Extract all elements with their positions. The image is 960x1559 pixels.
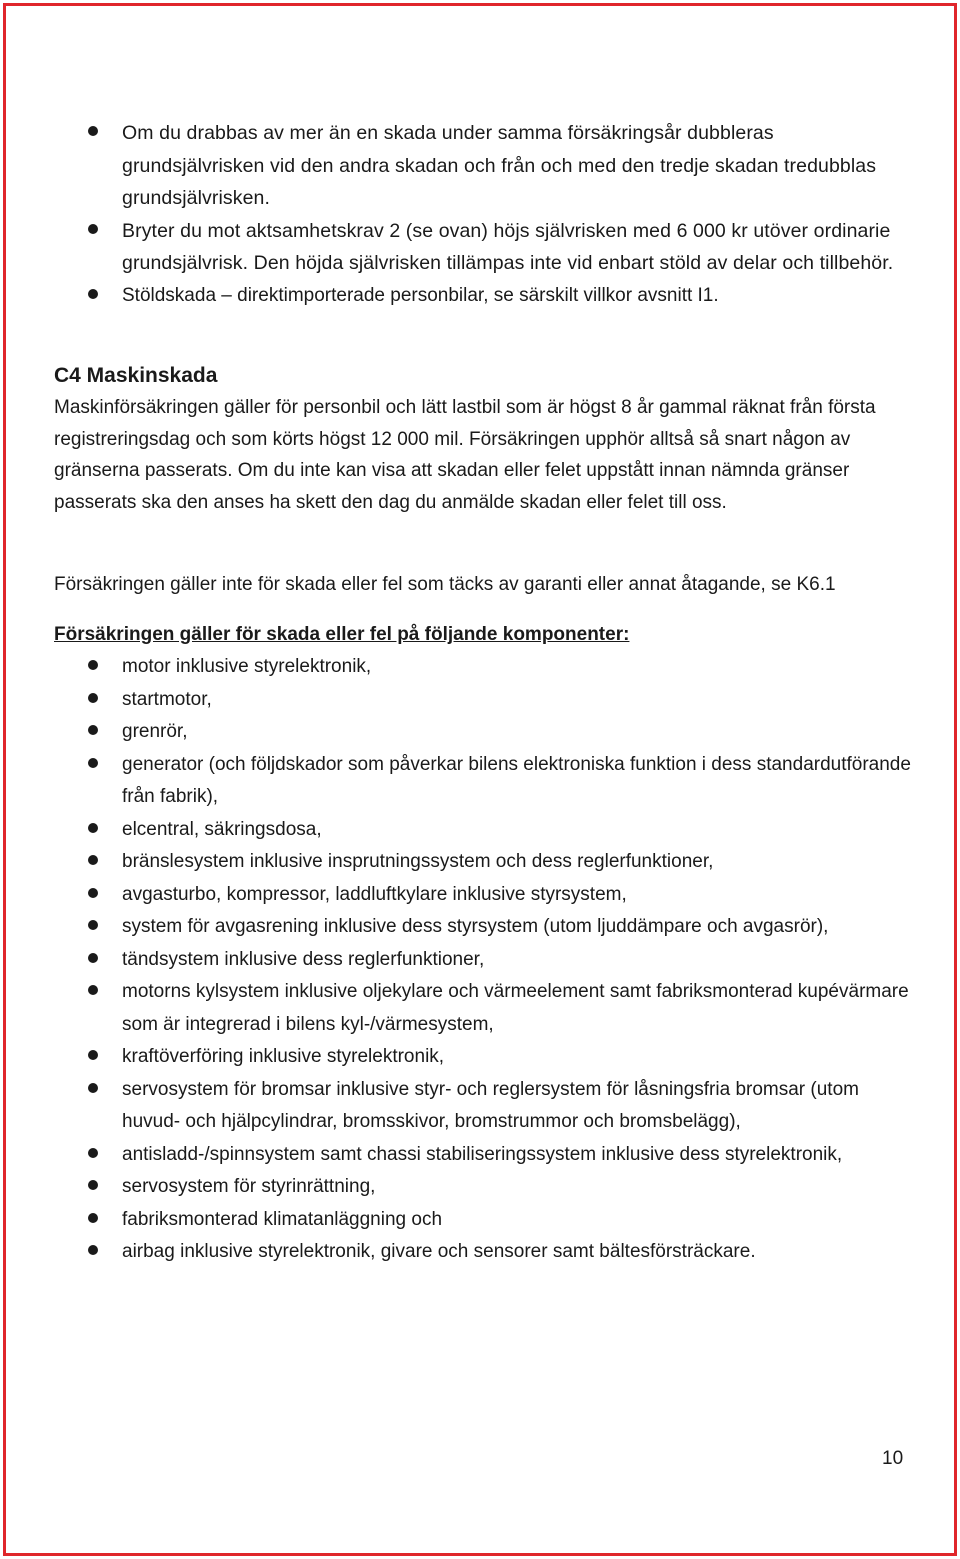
list-item: [0, 879, 960, 912]
list-item-text: tändsystem inklusive dess reglerfunktioner,: [122, 948, 485, 970]
exclusion-paragraph: Försäkringen gäller inte för skada eller fel som täcks av garanti eller annat åtagande, se K6.1: [54, 574, 836, 595]
list-item: [0, 1139, 960, 1172]
list-item: [0, 976, 960, 1041]
bullet-icon: [88, 693, 98, 703]
bullet-icon: [88, 953, 98, 963]
list-item-text: Bryter du mot aktsamhetskrav 2 (se ovan) höjs självrisken med 6 000 kr utöver ordinarie grundsjälvrisk. Den höjda självrisken tillämpas inte vid enbart stöld av delar och tillbehör.: [122, 219, 894, 274]
bullet-icon: [88, 855, 98, 865]
bullet-icon: [88, 126, 98, 136]
bullet-icon: [88, 1213, 98, 1223]
list-item: [0, 1041, 960, 1074]
bullet-icon: [88, 1245, 98, 1255]
bullet-icon: [88, 1050, 98, 1060]
list-item: [0, 1204, 960, 1237]
list-item: [0, 1171, 960, 1204]
components-list: [0, 651, 960, 1269]
intro-bullet-list: [0, 117, 960, 312]
page-number: 10: [882, 1448, 904, 1469]
list-item-text: generator (och följdskador som påverkar bilens elektroniska funktion i dess standardutförande från fabrik),: [122, 753, 911, 807]
list-item: [0, 1236, 960, 1269]
list-item: [0, 846, 960, 879]
list-item: [0, 215, 960, 280]
bullet-icon: [88, 888, 98, 898]
list-item-text: Stöldskada – direktimporterade personbilar, se särskilt villkor avsnitt I1.: [122, 284, 719, 306]
bullet-icon: [88, 1180, 98, 1190]
list-item-text: servosystem för bromsar inklusive styr- och reglersystem för låsningsfria bromsar (utom huvud- och hjälpcylindrar, bromsskivor, bromstrummor och bromsbelägg),: [122, 1078, 859, 1132]
list-item-text: kraftöverföring inklusive styrelektronik,: [122, 1046, 445, 1067]
bullet-icon: [88, 823, 98, 833]
list-item-text: grenrör,: [122, 721, 188, 742]
coverage-paragraph: Maskinförsäkringen gäller för personbil och lätt lastbil som är högst 8 år gammal räknat från första registreringsdag och som körts högst 12 000 mil. Försäkringen upphör alltså så snart någon av gränserna passerats. Om du inte kan visa att skadan eller felet uppstått innan nämnda gränser passerats ska den anses ha skett den dag du anmälde skadan eller felet till oss.: [54, 397, 876, 513]
list-item: [0, 911, 960, 944]
bullet-icon: [88, 1148, 98, 1158]
list-item: [0, 651, 960, 684]
list-item: [0, 280, 960, 313]
list-item-text: antisladd-/spinnsystem samt chassi stabiliseringssystem inklusive dess styrelektronik,: [122, 1143, 843, 1165]
list-item: [0, 716, 960, 749]
list-item-text: bränslesystem inklusive insprutningssystem och dess reglerfunktioner,: [122, 851, 714, 872]
list-item-text: startmotor,: [122, 688, 212, 710]
list-item-text: airbag inklusive styrelektronik, givare och sensorer samt bältesförsträckare.: [122, 1241, 756, 1262]
bullet-icon: [88, 758, 98, 768]
list-item: [0, 944, 960, 977]
list-item: [0, 749, 960, 814]
list-item: [0, 684, 960, 717]
list-item-text: avgasturbo, kompressor, laddluftkylare inklusive styrsystem,: [122, 883, 627, 905]
list-item-text: Om du drabbas av mer än en skada under samma försäkringsår dubbleras grundsjälvrisken vid den andra skadan och från och med den tredje skadan tredubblas grundsjälvrisken.: [122, 122, 877, 209]
bullet-icon: [88, 985, 98, 995]
list-item-text: fabriksmonterad klimatanläggning och: [122, 1208, 443, 1230]
list-item: [0, 1074, 960, 1139]
list-item-text: servosystem för styrinrättning,: [122, 1176, 376, 1197]
list-item: [0, 814, 960, 847]
bullet-icon: [88, 725, 98, 735]
section-heading: C4 Maskinskada: [54, 364, 218, 387]
list-item: [0, 117, 960, 215]
bullet-icon: [88, 660, 98, 670]
components-heading: Försäkringen gäller för skada eller fel på följande komponenter:: [54, 624, 630, 645]
bullet-icon: [88, 289, 98, 299]
list-item-text: system för avgasrening inklusive dess styrsystem (utom ljuddämpare och avgasrör),: [122, 916, 829, 937]
list-item-text: motorns kylsystem inklusive oljekylare och värmeelement samt fabriksmonterad kupévärmare som är integrerad i bilens kyl-/värmesystem,: [122, 981, 909, 1035]
bullet-icon: [88, 224, 98, 234]
list-item-text: motor inklusive styrelektronik,: [122, 656, 372, 677]
bullet-icon: [88, 1083, 98, 1093]
list-item-text: elcentral, säkringsdosa,: [122, 818, 322, 840]
bullet-icon: [88, 920, 98, 930]
